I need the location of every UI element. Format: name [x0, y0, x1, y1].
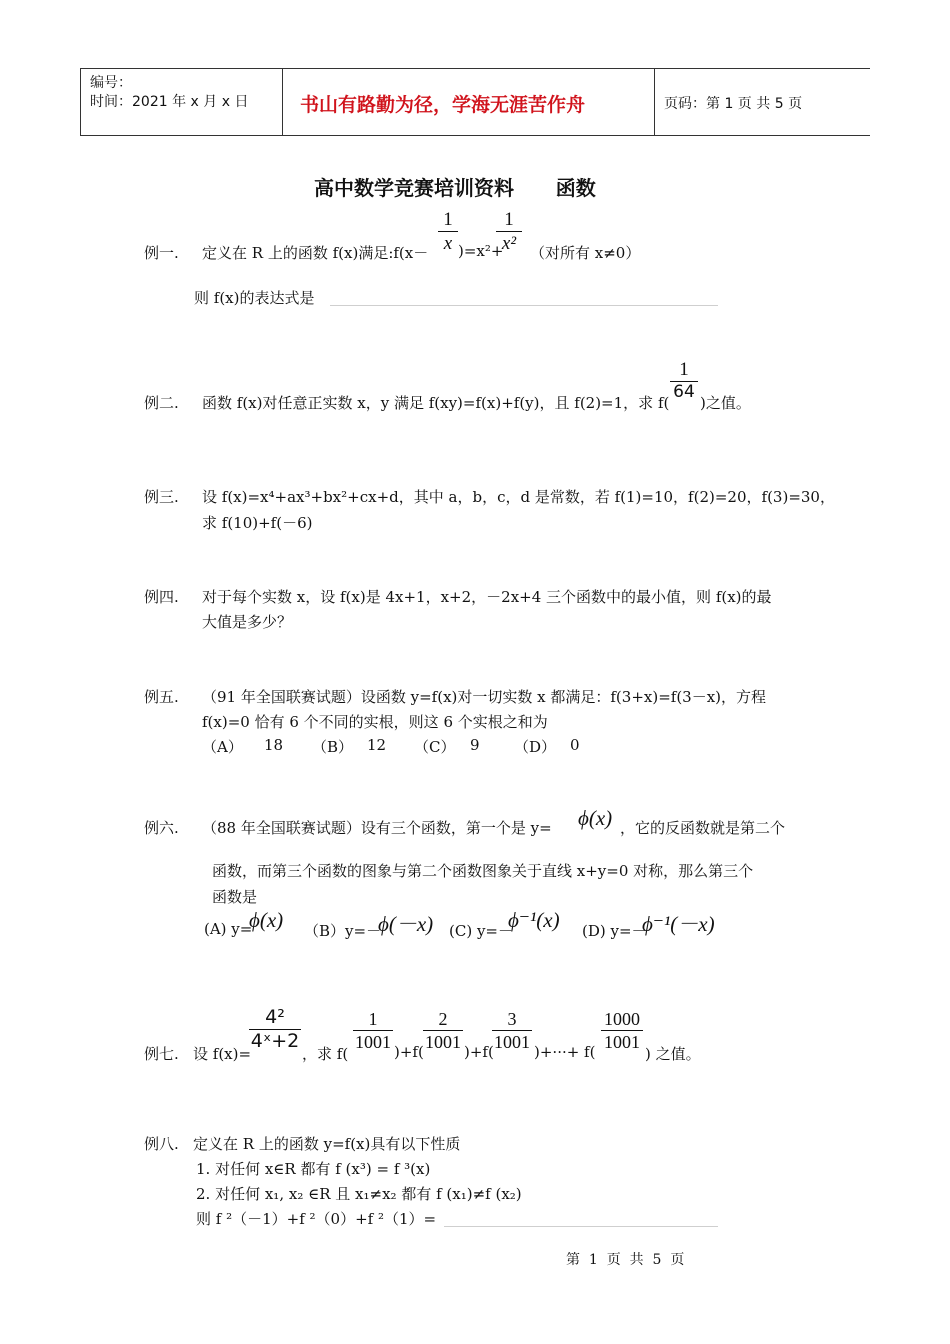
- ex2-label: 例二.: [144, 394, 179, 412]
- ex7-text-a: 设 f(x)=: [193, 1045, 252, 1063]
- ex8-item2: 2. 对任何 x₁, x₂ ∈R 且 x₁≠x₂ 都有 f (x₁)≠f (x₂): [196, 1185, 522, 1203]
- ex8-item1: 1. 对任何 x∈R 都有 f (x³) = f ³(x): [196, 1160, 431, 1178]
- ex1-frac2-den: x²: [501, 233, 517, 254]
- ex6-option-b-expr: ϕ(－x): [378, 912, 434, 936]
- ex1-frac1-num: 1: [443, 209, 453, 230]
- ex6-option-b: （B）y=－: [304, 922, 382, 940]
- ex7-fr2-bar: [423, 1030, 463, 1031]
- ex7-plus-2: )+f(: [464, 1043, 494, 1061]
- ex1-fraction-1: [438, 210, 458, 253]
- ex7-fr3-bar: [492, 1030, 532, 1031]
- ex7-fr1-den: 1001: [355, 1032, 391, 1052]
- ex5-line2: f(x)=0 恰有 6 个不同的实根，则这 6 个实根之和为: [202, 713, 548, 731]
- ex4-line1: 对于每个实数 x，设 f(x)是 4x+1，x+2，－2x+4 三个函数中的最小值，则 f(x)的最: [202, 588, 772, 606]
- ex7-f-den: 4ˣ+2: [250, 1030, 300, 1052]
- ex6-option-a: (A) y=: [204, 920, 253, 938]
- ex2-frac-num: 1: [679, 359, 689, 380]
- ex6-option-a-expr: ϕ(x): [249, 908, 284, 932]
- ex2-fraction: [670, 360, 698, 401]
- ex1-text-b: )=x²+: [458, 242, 504, 260]
- ex1-line2: 则 f(x)的表达式是: [194, 289, 315, 307]
- ex7-f-num: 4²: [265, 1006, 285, 1028]
- ex5-option-c-value: 9: [470, 736, 480, 754]
- ex7-fr2-num: 2: [438, 1009, 448, 1029]
- header-page-info: 页码：第 1 页 共 5 页: [664, 96, 803, 112]
- ex7-text-c: ) 之值。: [645, 1045, 701, 1063]
- ex7-frac-4: [601, 1010, 643, 1051]
- ex1-frac1-bar: [438, 231, 458, 232]
- ex1-label: 例一.: [144, 244, 179, 262]
- ex7-text-b: ，求 f(: [302, 1045, 349, 1063]
- ex5-option-b-value: 12: [367, 736, 387, 754]
- header-divider-2: [654, 68, 655, 136]
- ex8-line1: 定义在 R 上的函数 y=f(x)具有以下性质: [193, 1135, 461, 1153]
- ex2-frac-den: 64: [673, 382, 695, 402]
- ex5-option-c-label: （C）: [414, 738, 456, 756]
- ex6-option-d: (D) y=－: [582, 922, 647, 940]
- ex7-fr1-num: 1: [368, 1009, 378, 1029]
- ex6-line1-a: （88 年全国联赛试题）设有三个函数，第一个是 y=: [202, 819, 552, 837]
- header-divider-1: [282, 68, 283, 136]
- ex7-plus-3: )+···+ f(: [534, 1043, 596, 1061]
- ex2-text-b: )之值。: [700, 394, 751, 412]
- header-time-label: 时间：2021 年 x 月 x 日: [90, 94, 249, 110]
- ex5-option-a-label: （A）: [202, 738, 243, 756]
- ex7-frac-1: [353, 1010, 393, 1051]
- ex1-answer-blank[interactable]: [330, 305, 718, 306]
- ex5-option-d-label: （D）: [514, 738, 557, 756]
- ex5-line1: （91 年全国联赛试题）设函数 y=f(x)对一切实数 x 都满足：f(3+x)=f(3－x)，方程: [202, 688, 767, 706]
- ex8-answer-blank[interactable]: [444, 1226, 718, 1227]
- ex5-option-b-label: （B）: [312, 738, 354, 756]
- ex7-function-fraction: [249, 1008, 301, 1051]
- ex4-label: 例四.: [144, 588, 179, 606]
- header-code-label: 编号：: [90, 75, 132, 91]
- ex6-line3: 函数是: [212, 888, 258, 906]
- header-top-border: [80, 68, 870, 69]
- ex6-label: 例六.: [144, 819, 179, 837]
- ex6-line1-b: ，它的反函数就是第二个: [620, 819, 786, 837]
- ex5-label: 例五.: [144, 688, 179, 706]
- header-motto: 书山有路勤为径，学海无涯苦作舟: [300, 94, 586, 116]
- ex7-frac-3: [492, 1010, 532, 1051]
- header-left-border: [80, 68, 81, 136]
- ex7-plus-1: )+f(: [394, 1043, 424, 1061]
- page-footer: 第 1 页 共 5 页: [566, 1252, 685, 1268]
- ex7-fr3-den: 1001: [494, 1032, 530, 1052]
- ex1-text-a: 定义在 R 上的函数 f(x)满足:f(x－: [202, 244, 429, 262]
- ex3-label: 例三.: [144, 488, 179, 506]
- ex6-option-c: (C) y=－: [449, 922, 513, 940]
- page-title: 高中数学竞赛培训资料 函数: [314, 176, 596, 200]
- ex8-line4: 则 f ²（－1）+f ²（0）+f ²（1）=: [196, 1210, 437, 1228]
- ex7-fr4-den: 1001: [604, 1032, 640, 1052]
- ex7-frac-2: [423, 1010, 463, 1051]
- ex6-option-d-expr: ϕ⁻¹(－x): [642, 912, 715, 936]
- ex8-label: 例八.: [144, 1135, 179, 1153]
- ex3-line1: 设 f(x)=x⁴+ax³+bx²+cx+d，其中 a，b，c，d 是常数，若 f(1)=10，f(2)=20，f(3)=30，: [202, 488, 835, 506]
- ex1-frac2-bar: [496, 231, 522, 232]
- ex7-fr4-num: 1000: [604, 1009, 640, 1029]
- ex7-fr3-num: 3: [507, 1009, 517, 1029]
- ex5-option-d-value: 0: [570, 736, 580, 754]
- header-bottom-border: [80, 135, 870, 136]
- ex2-text-a: 函数 f(x)对任意正实数 x，y 满足 f(xy)=f(x)+f(y)，且 f(2)=1，求 f(: [202, 394, 670, 412]
- ex1-fraction-2: [496, 210, 522, 253]
- ex1-frac1-den: x: [443, 233, 453, 254]
- ex7-label: 例七.: [144, 1045, 179, 1063]
- ex6-line2: 函数，而第三个函数的图象与第二个函数图象关于直线 x+y=0 对称，那么第三个: [212, 862, 754, 880]
- ex4-line2: 大值是多少？: [202, 613, 293, 631]
- ex6-option-c-expr: ϕ⁻¹(x): [508, 908, 560, 932]
- ex1-frac2-num: 1: [504, 209, 514, 230]
- ex7-fr1-bar: [353, 1030, 393, 1031]
- ex6-phi-expression: ϕ(x): [578, 806, 613, 830]
- ex5-option-a-value: 18: [264, 736, 284, 754]
- ex3-line2: 求 f(10)+f(－6): [202, 514, 313, 532]
- ex7-fr4-bar: [601, 1030, 643, 1031]
- ex7-fr2-den: 1001: [425, 1032, 461, 1052]
- ex1-text-c: （对所有 x≠0）: [530, 244, 641, 262]
